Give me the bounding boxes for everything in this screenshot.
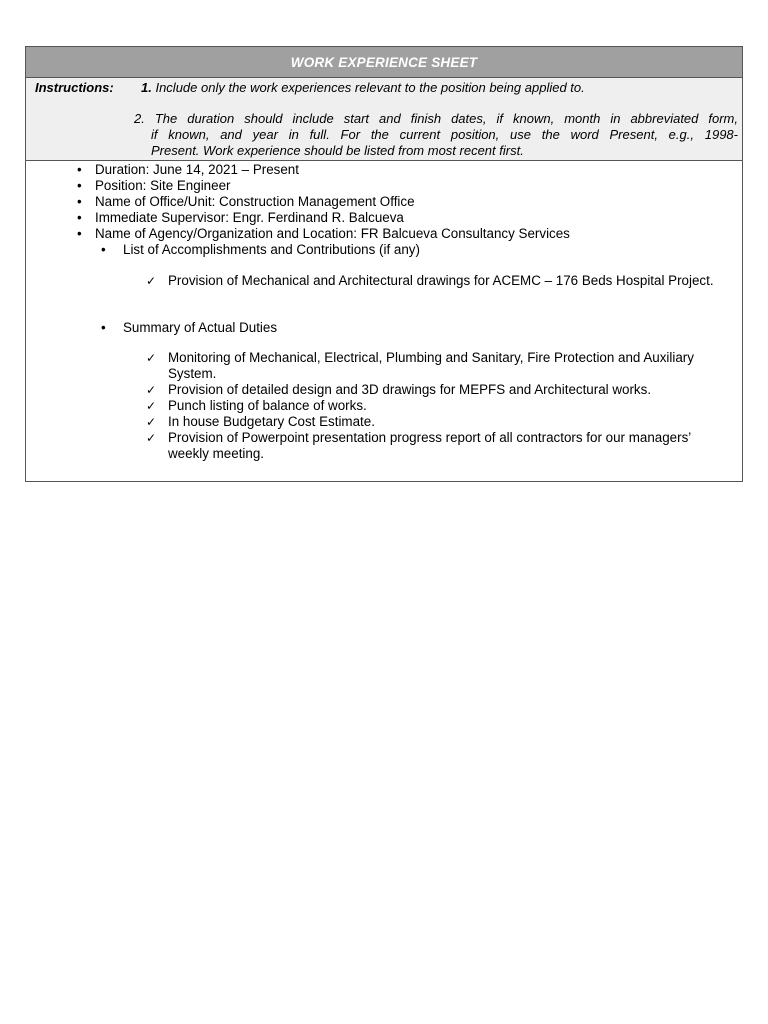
detail-duration: • Duration: June 14, 2021 – Present [77, 162, 299, 177]
bullet-icon: • [101, 320, 106, 335]
duty-item: ✓ Monitoring of Mechanical, Electrical, Plumbing and Sanitary, Fire Protection and Auxiliary System. [146, 350, 694, 381]
checkmark-icon: ✓ [146, 415, 157, 429]
bullet-icon: • [77, 226, 82, 241]
instruction-1-number: 1. [141, 80, 152, 95]
duty-item: ✓ Provision of Powerpoint presentation progress report of all contractors for our managers’ weekly meeting. [146, 430, 691, 461]
bullet-icon: • [77, 162, 82, 177]
bullet-icon: • [77, 210, 82, 225]
bullet-icon: • [101, 242, 106, 257]
detail-supervisor: • Immediate Supervisor: Engr. Ferdinand R. Balcueva [77, 210, 404, 225]
sheet-title: WORK EXPERIENCE SHEET [290, 54, 478, 70]
checkmark-icon: ✓ [146, 431, 157, 445]
instruction-2-line-1: 2. The duration should include start and finish dates, if known, month in abbreviated form, [134, 111, 738, 126]
duty-item: ✓ Punch listing of balance of works. [146, 398, 367, 413]
checkmark-icon: ✓ [146, 383, 157, 397]
checkmark-icon: ✓ [146, 399, 157, 413]
bullet-icon: • [77, 178, 82, 193]
instruction-item-1 [141, 80, 585, 95]
bullet-icon: • [77, 194, 82, 209]
sheet-title-bar [26, 47, 742, 78]
instruction-item-2 [134, 111, 738, 159]
experience-details-list [26, 162, 570, 242]
work-experience-sheet: WORK EXPERIENCE SHEET Instructions: 1. Include only the work experiences relevant to the position being applied to. 2. The duration should include start and finish dates, if known, month in abbreviated form, if known, and year in full. For the current position, use the word Present, e.g., 1998- Present. Work experience should be listed from most recent first. • Duration: June 14, 2021 – Present • Position: Site Engineer • Name of Office/Unit: Construction Management Office • Immediate Supervisor: Engr. Ferdinand R. Balcueva • Name of Agency/Organization and Location: FR Balcueva Consultancy Services • List of Accomplishments and Contributions (if any) ✓ Provision of Mechanical and Architectural drawings for ACEMC – 176 Beds Hospital Project. • Summary of Actual Duties ✓ Monitoring of Mechanical, Electrical, Plumbing and Sanitary, Fire Protection and Auxiliary System. ✓ Provision of detailed design and 3D drawings for MEPFS and Architectural works. ✓ Punch listing of balance of works. ✓ In house Budgetary Cost Estimate. ✓ Provision of Powerpoint presentation progress report of all contractors for our managers’ weekly meeting. [25, 46, 743, 482]
instruction-1-text: Include only the work experiences relevant to the position being applied to. [155, 80, 585, 95]
instruction-2-line-2: if known, and year in full. For the current position, use the word Present, e.g., 1998- [151, 127, 738, 142]
checkmark-icon: ✓ [146, 351, 157, 365]
accomplishment-item: ✓ Provision of Mechanical and Architectural drawings for ACEMC – 176 Beds Hospital Project. [146, 273, 714, 288]
duty-item: ✓ Provision of detailed design and 3D drawings for MEPFS and Architectural works. [146, 382, 652, 397]
accomplishments-list [26, 273, 744, 289]
detail-position: • Position: Site Engineer [77, 178, 231, 193]
duties-list [26, 350, 744, 462]
checkmark-icon: ✓ [146, 274, 157, 288]
instruction-2-line-3: Present. Work experience should be listed from most recent first. [151, 143, 524, 158]
duty-item: ✓ In house Budgetary Cost Estimate. [146, 414, 375, 429]
detail-office: • Name of Office/Unit: Construction Management Office [77, 194, 415, 209]
instructions-section [26, 78, 742, 161]
detail-agency: • Name of Agency/Organization and Location: FR Balcueva Consultancy Services [77, 226, 570, 241]
instructions-label: Instructions: [35, 80, 114, 95]
